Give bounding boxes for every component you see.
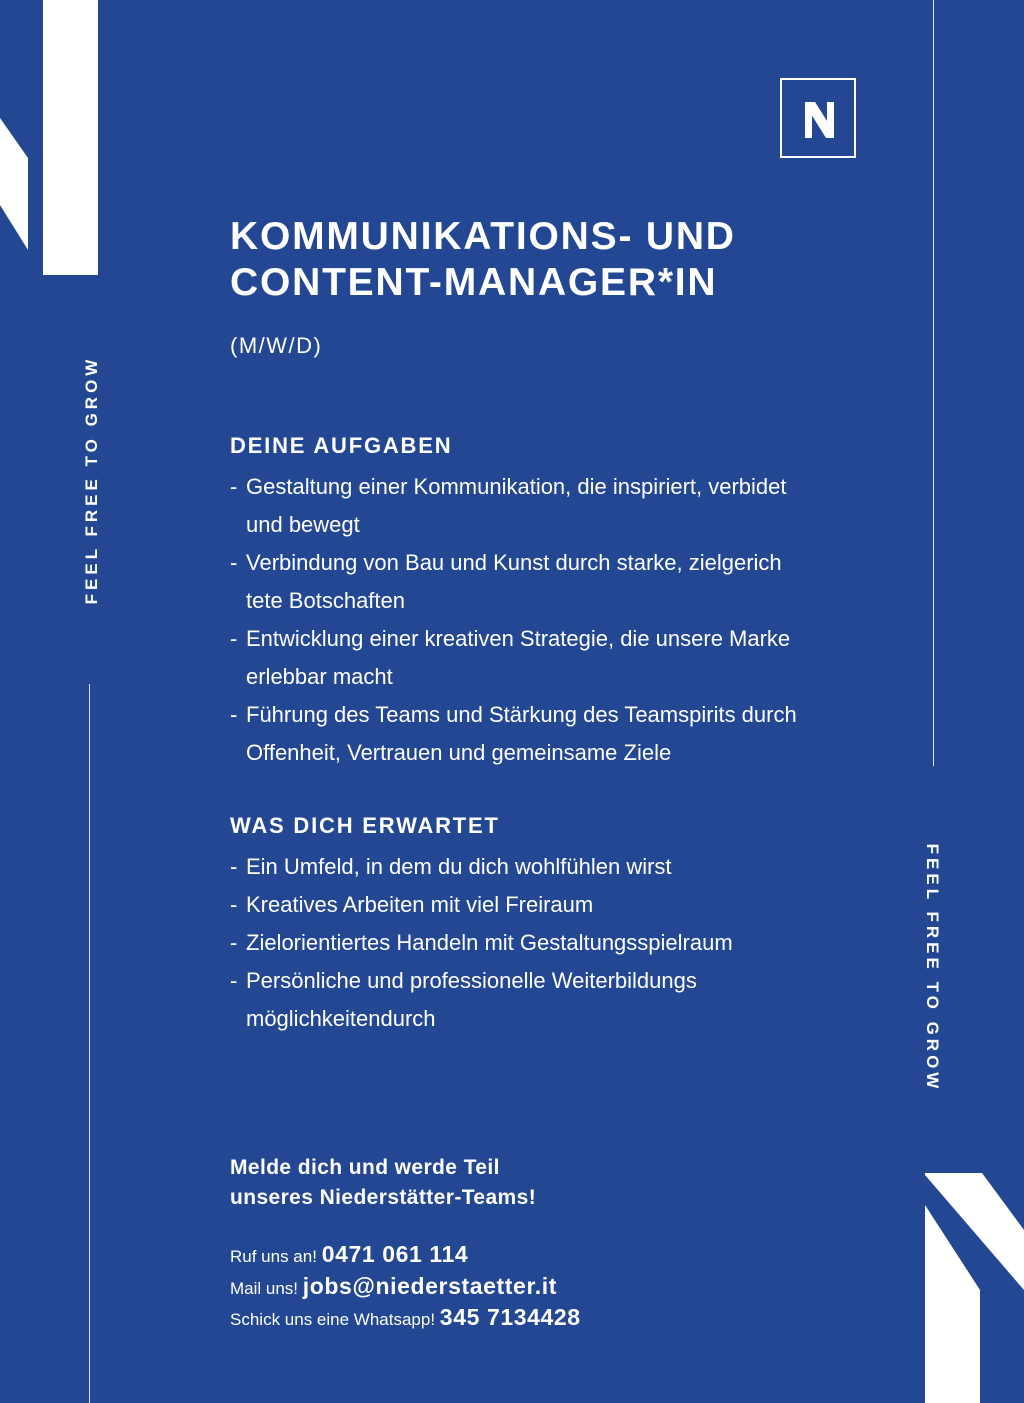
list-item: - Ein Umfeld, in dem du dich wohlfühlen wirst bbox=[230, 848, 870, 886]
contact-mail-row bbox=[230, 1272, 830, 1304]
side-slogan-left: FEEL FREE TO GROW bbox=[82, 355, 101, 605]
list-item: - Entwicklung einer kreativen Strategie, die unsere Marke erlebbar macht bbox=[230, 620, 870, 696]
list-item: - Gestaltung einer Kommunikation, die inspiriert, verbidet und bewegt bbox=[230, 468, 870, 544]
list-item: - Persönliche und professionelle Weiterbildungs möglichkeitendurch bbox=[230, 962, 870, 1038]
list-item: - Verbindung von Bau und Kunst durch starke, zielgerich tete Botschaften bbox=[230, 544, 870, 620]
contact-block bbox=[230, 1240, 830, 1335]
list-item: - Kreatives Arbeiten mit viel Freiraum bbox=[230, 886, 870, 924]
whatsapp-label: Schick uns eine Whatsapp! bbox=[230, 1310, 436, 1329]
cta-line-2: unseres Niederstätter-Teams! bbox=[230, 1186, 537, 1209]
tasks-list bbox=[230, 468, 870, 772]
phone-number[interactable]: 0471 061 114 bbox=[321, 1241, 469, 1267]
side-slogan-right: FEEL FREE TO GROW bbox=[923, 843, 942, 1093]
mail-label: Mail uns! bbox=[230, 1278, 299, 1298]
contact-phone-row bbox=[230, 1240, 830, 1272]
offer-heading: WAS DICH ERWARTET bbox=[230, 813, 500, 838]
divider-line-right bbox=[933, 0, 934, 766]
phone-label: Ruf uns an! bbox=[230, 1247, 317, 1266]
list-item: - Führung des Teams und Stärkung des Teamspirits durch Offenheit, Vertrauen und gemeinsame Ziele bbox=[230, 696, 870, 772]
deco-bar-top-left bbox=[43, 0, 98, 275]
offer-list bbox=[230, 848, 870, 1038]
call-to-action bbox=[230, 1153, 730, 1213]
list-item: - Zielorientiertes Handeln mit Gestaltungsspielraum bbox=[230, 924, 870, 962]
whatsapp-number[interactable]: 345 7134428 bbox=[439, 1304, 581, 1330]
job-title-line-2: CONTENT-MANAGER*IN bbox=[230, 261, 718, 304]
job-title bbox=[230, 214, 890, 306]
n-monogram-icon bbox=[782, 80, 858, 160]
job-title-line-1: KOMMUNIKATIONS- UND bbox=[230, 215, 736, 258]
gender-note: (M/W/D) bbox=[230, 333, 323, 358]
cta-line-1: Melde dich und werde Teil bbox=[230, 1156, 500, 1179]
company-logo bbox=[780, 78, 856, 158]
tasks-heading: DEINE AUFGABEN bbox=[230, 433, 453, 458]
contact-whatsapp-row bbox=[230, 1303, 830, 1335]
email-address[interactable]: jobs@niederstaetter.it bbox=[302, 1272, 557, 1299]
deco-bar-bottom-right bbox=[925, 1205, 980, 1403]
divider-line-left bbox=[89, 684, 90, 1403]
deco-slant-top-left bbox=[0, 118, 28, 250]
